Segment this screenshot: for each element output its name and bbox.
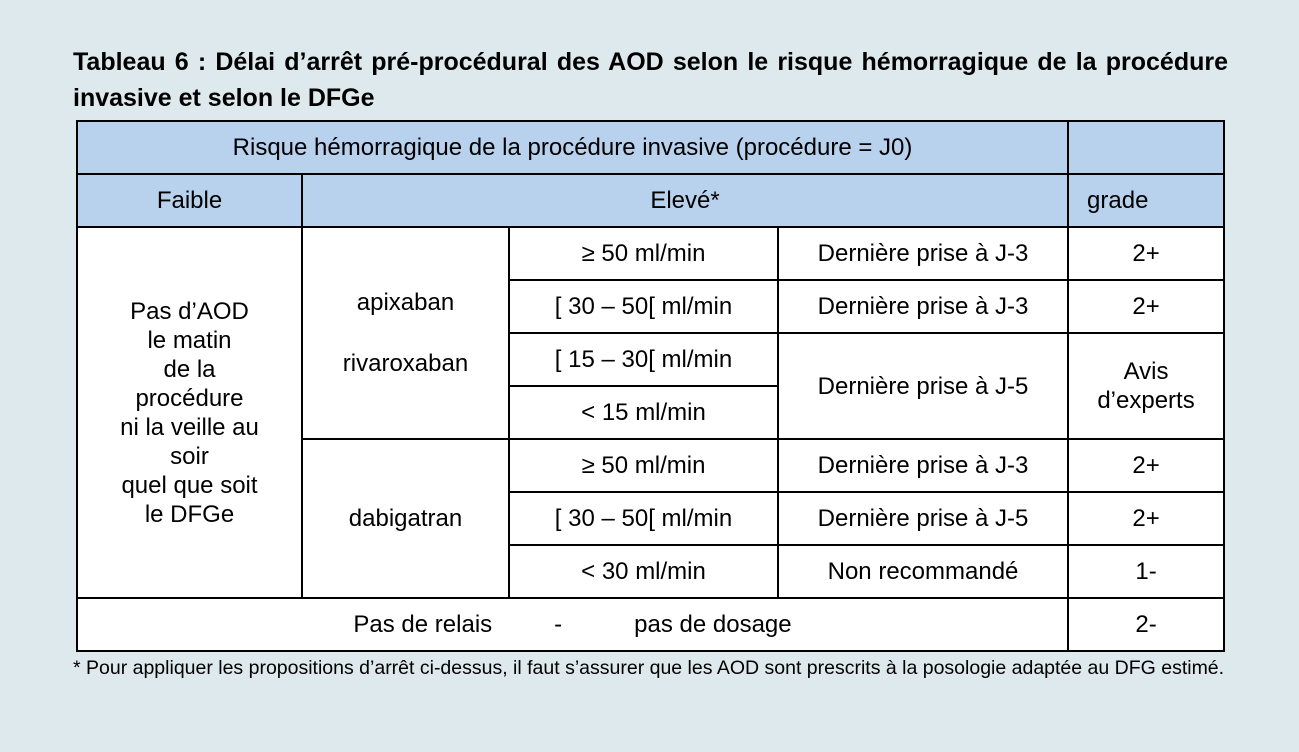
drug-apixaban: apixaban bbox=[356, 289, 455, 316]
table-row bbox=[77, 227, 1224, 280]
faible-line: le DFGe bbox=[144, 500, 235, 528]
dfg-cell: < 15 ml/min bbox=[509, 386, 778, 439]
header-row-main bbox=[77, 121, 1224, 174]
header-empty-cell bbox=[1068, 121, 1224, 174]
footnote: * Pour appliquer les propositions d’arrêt ci-dessus, il faut s’assurer que les AOD sont prescrits à la posologie adaptée au DFG estimé. bbox=[73, 657, 1225, 679]
faible-line: quel que soit bbox=[121, 471, 258, 499]
grade-cell: 2- bbox=[1068, 598, 1224, 651]
faible-line: le matin bbox=[147, 326, 232, 354]
action-cell: Dernière prise à J-3 bbox=[778, 227, 1068, 280]
faible-cell bbox=[77, 227, 302, 598]
dfg-cell: < 30 ml/min bbox=[509, 545, 778, 598]
grade-cell: 1- bbox=[1068, 545, 1224, 598]
drug-cell-xaban bbox=[302, 227, 509, 439]
relais-left: Pas de relais bbox=[353, 611, 493, 638]
dfg-cell: [ 15 – 30[ ml/min bbox=[509, 333, 778, 386]
dfg-cell: [ 30 – 50[ ml/min bbox=[509, 492, 778, 545]
action-cell: Dernière prise à J-3 bbox=[778, 439, 1068, 492]
faible-line: de la bbox=[163, 355, 216, 383]
grade-line: d’experts bbox=[1097, 387, 1195, 414]
relais-right: pas de dosage bbox=[634, 611, 792, 638]
grade-cell: 2+ bbox=[1068, 280, 1224, 333]
header-grade: grade bbox=[1068, 174, 1224, 227]
action-cell: Dernière prise à J-3 bbox=[778, 280, 1068, 333]
action-cell-merged: Dernière prise à J-5 bbox=[778, 333, 1068, 439]
faible-line: Pas d’AOD bbox=[130, 297, 249, 325]
faible-line: soir bbox=[170, 442, 209, 470]
relais-cell bbox=[77, 598, 1068, 651]
header-risque: Risque hémorragique de la procédure invasive (procédure = J0) bbox=[77, 121, 1068, 174]
dfg-cell: ≥ 50 ml/min bbox=[509, 227, 778, 280]
header-eleve: Elevé* bbox=[302, 174, 1068, 227]
action-cell: Dernière prise à J-5 bbox=[778, 492, 1068, 545]
grade-line: Avis bbox=[1123, 358, 1169, 385]
action-cell: Non recommandé bbox=[778, 545, 1068, 598]
faible-line: ni la veille au bbox=[120, 413, 259, 441]
grade-cell-merged bbox=[1068, 333, 1224, 439]
grade-cell: 2+ bbox=[1068, 439, 1224, 492]
dfg-cell: ≥ 50 ml/min bbox=[509, 439, 778, 492]
header-faible: Faible bbox=[77, 174, 302, 227]
relais-dash: - bbox=[554, 611, 563, 638]
grade-cell: 2+ bbox=[1068, 492, 1224, 545]
faible-line: procédure bbox=[135, 384, 244, 412]
grade-cell: 2+ bbox=[1068, 227, 1224, 280]
header-row-sub bbox=[77, 174, 1224, 227]
drug-spacer bbox=[303, 317, 508, 349]
table-title: Tableau 6 : Délai d’arrêt pré-procédural des AOD selon le risque hémorragique de la procédure invasive et selon le DFGe bbox=[73, 48, 1228, 112]
aod-table bbox=[76, 120, 1225, 652]
footer-row bbox=[77, 598, 1224, 651]
drug-cell-dabigatran: dabigatran bbox=[302, 439, 509, 598]
drug-rivaroxaban: rivaroxaban bbox=[342, 350, 469, 377]
dfg-cell: [ 30 – 50[ ml/min bbox=[509, 280, 778, 333]
